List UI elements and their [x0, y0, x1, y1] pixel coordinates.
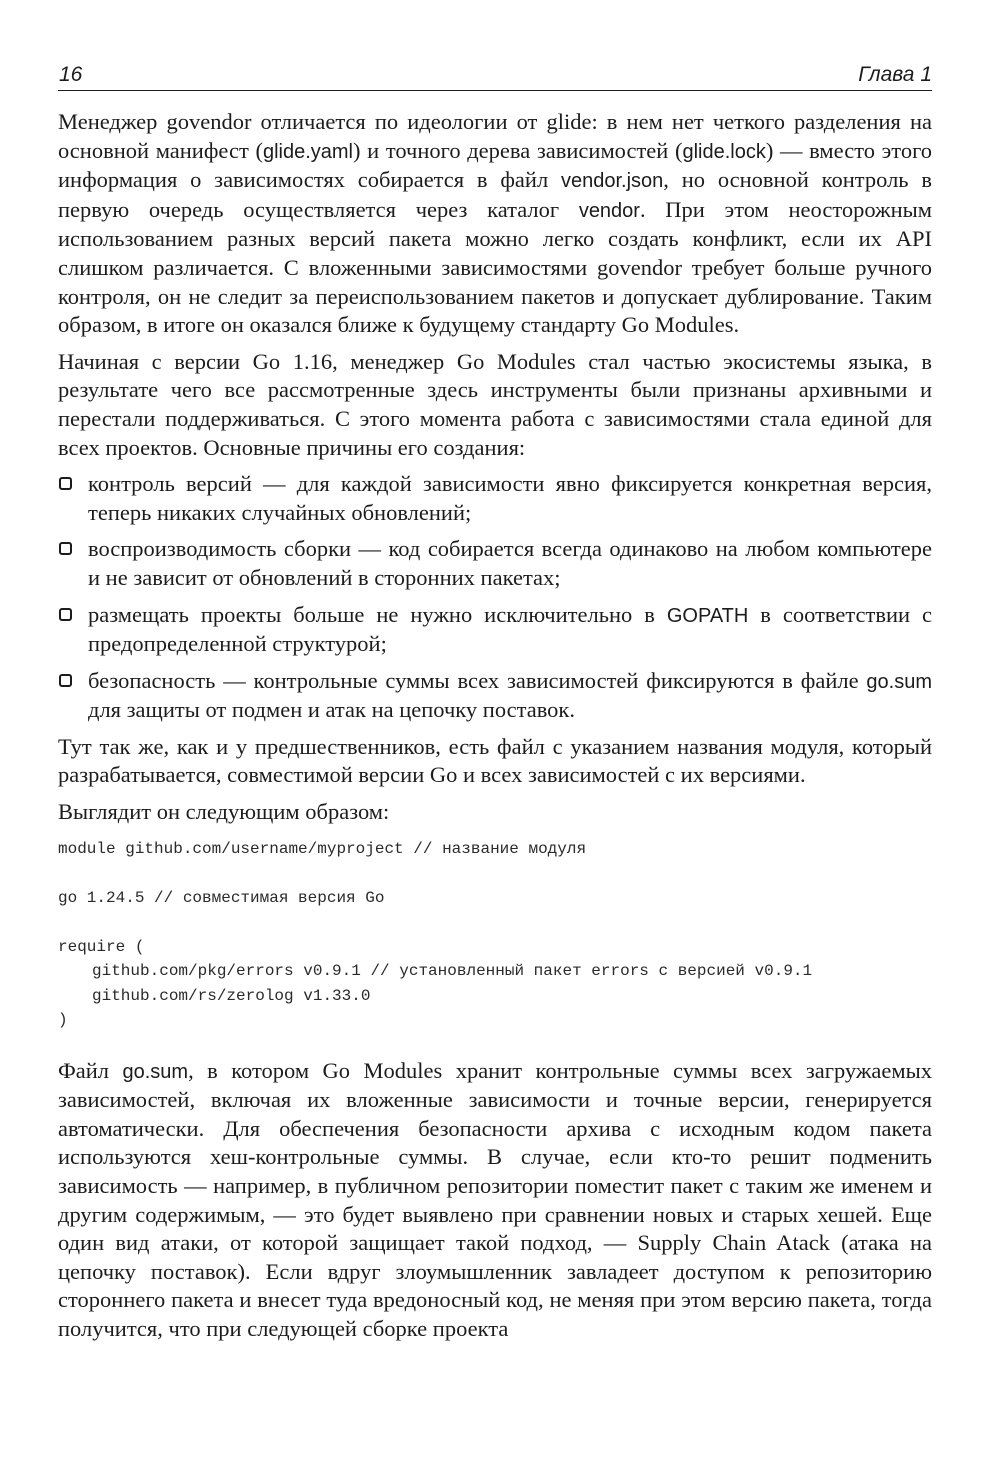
checkbox-bullet-icon	[59, 608, 72, 621]
chapter-title: Глава 1	[858, 63, 932, 86]
term-gopath: GOPATH	[666, 604, 749, 627]
paragraph-go-sum: Файл go.sum, в котором Go Modules хранит контрольные суммы всех загружаемых зависимостей, включая их вложенные зависимости и точные версии, генерируется автоматически. Для обеспечения безопасности архива с исходным кодом пакета используются хеш-контрольные суммы. В случае, если кто-то решит подменить зависимость — например, в публичном репозитории поместит пакет с таким же именем и другим содержимым, — это будет выявлено при сравнении новых и старых хешей. Еще один вид атаки, от которой защищает такой подход, — Supply Chain Atack (атака на цепочку поставок). Если вдруг злоумышленник завладеет доступом к репозиторию стороннего пакета и внесет туда вредоносный код, не меняя при этом версию пакета, тогда получится, что при следующей сборке проекта	[58, 1057, 932, 1341]
code-listing-go-mod	[58, 837, 932, 1033]
code-line: github.com/rs/zerolog v1.33.0	[92, 986, 371, 1005]
paragraph-example-intro: Выглядит он следующим образом:	[58, 799, 390, 825]
list-item: контроль версий — для каждой зависимости явно фиксируется конкретная версия, теперь никаких случайных обновлений;	[58, 470, 932, 527]
paragraph-file-description: Тут так же, как и у предшественников, есть файл с указанием названия модуля, который разрабатывается, совместимой версии Go и всех зависимостей с их версиями.	[58, 733, 932, 788]
paragraph-govendor: Менеджер govendor отличается по идеологии от glide: в нем нет четкого разделения на основной манифест (glide.yaml) и точного дерева зависимостей (glide.lock) — вместо этого информация о зависимостях собирается в файл vendor.json, но основной контроль в первую очередь осуществляется через каталог vendor. При этом неосторожным использованием разных версий пакета можно легко создать конфликт, если их API слишком различается. С вложенными зависимостями govendor требует больше ручного контроля, он не следит за переиспользованием пакетов и допускает дублирование. Таким образом, в итоге он оказался ближе к будущему стандарту Go Modules.	[58, 109, 932, 338]
filename-vendor-json: vendor.json	[561, 170, 664, 193]
filename-glide-lock: glide.lock	[682, 140, 766, 163]
code-line: go 1.24.5 // совместимая версия Go	[58, 888, 385, 907]
list-item: воспроизводимость сборки — код собирается всегда одинаково на любом компьютере и не зависит от обновлений в сторонних пакетах;	[58, 535, 932, 592]
page-content	[58, 108, 932, 1344]
code-line: module github.com/username/myproject // название модуля	[58, 839, 587, 858]
code-line: )	[58, 1011, 68, 1030]
running-head	[58, 62, 932, 91]
checkbox-bullet-icon	[59, 477, 72, 490]
filename-go-sum: go.sum	[866, 670, 932, 693]
code-line: github.com/pkg/errors v0.9.1 // установленный пакет errors с версией v0.9.1	[92, 962, 813, 981]
list-item: безопасность — контрольные суммы всех зависимостей фиксируются в файле go.sum для защиты от подмен и атак на цепочку поставок.	[58, 667, 932, 725]
reasons-list	[58, 470, 932, 725]
page-number: 16	[59, 63, 83, 86]
book-page	[58, 62, 932, 1352]
checkbox-bullet-icon	[59, 542, 72, 555]
paragraph-go-modules: Начиная с версии Go 1.16, менеджер Go Modules стал частью экосистемы языка, в результате чего все рассмотренные здесь инструменты были признаны архивными и перестали поддерживаться. С этого момента работа с зависимостями стала единой для всех проектов. Основные причины его создания:	[58, 348, 932, 460]
list-item: размещать проекты больше не нужно исключительно в GOPATH в соответствии с предопределенной структурой;	[58, 601, 932, 659]
filename-go-sum: go.sum	[122, 1060, 189, 1083]
dirname-vendor: vendor	[578, 199, 640, 222]
checkbox-bullet-icon	[59, 674, 72, 687]
code-line: require (	[58, 937, 145, 956]
filename-glide-yaml: glide.yaml	[262, 140, 353, 163]
